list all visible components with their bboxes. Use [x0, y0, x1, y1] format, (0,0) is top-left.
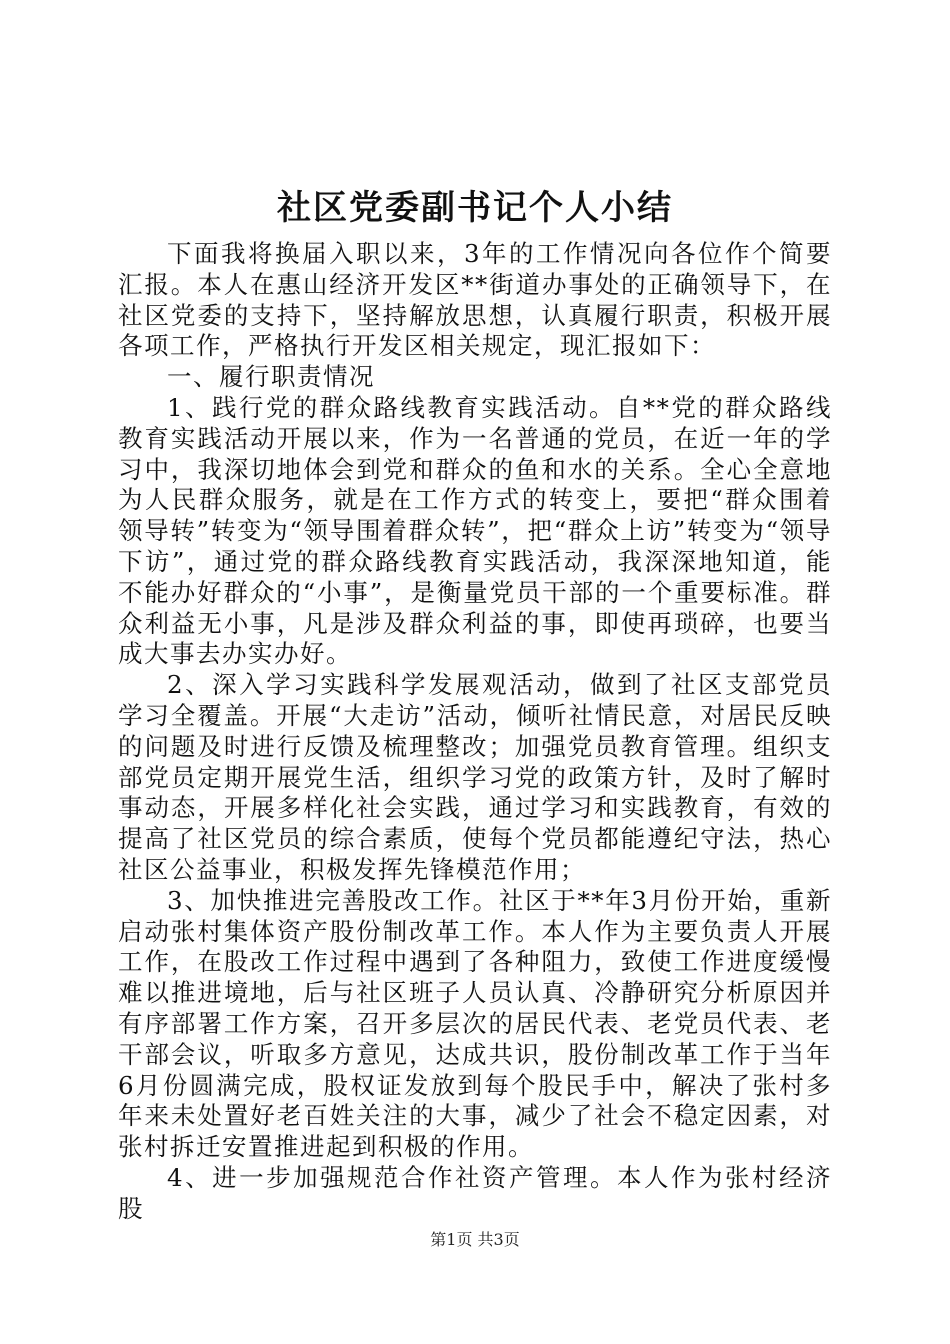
section-heading: 一、履行职责情况 — [167, 362, 375, 392]
document-title: 社区党委副书记个人小结 — [277, 188, 673, 228]
paragraph-item-4: 4、进一步加强规范合作社资产管理。本人作为张村经济股 — [118, 1162, 832, 1223]
intro-paragraph: 下面我将换届入职以来，3年的工作情况向各位作个简要汇报。本人在惠山经济开发区**街道办事处的正确领导下，在社区党委的支持下，坚持解放思想，认真履行职责，积极开展各项工作，严格执行开发区相关规定，现汇报如下： — [118, 239, 832, 361]
paragraph-item-2: 2、深入学习实践科学发展观活动，做到了社区支部党员学习全覆盖。开展“大走访”活动，倾听社情民意，对居民反映的问题及时进行反馈及梳理整改；加强党员教育管理。组织支部党员定期开展党生活，组织学习党的政策方针，及时了解时事动态，开展多样化社会实践，通过学习和实践教育，有效的提高了社区党员的综合素质，使每个党员都能遵纪守法，热心社区公益事业，积极发挥先锋模范作用； — [118, 670, 832, 884]
paragraph-item-3: 3、加快推进完善股改工作。社区于**年3月份开始，重新启动张村集体资产股份制改革工作。本人作为主要负责人开展工作，在股改工作过程中遇到了各种阻力，致使工作进度缓慢难以推进境地，后与社区班子人员认真、冷静研究分析原因并有序部署工作方案，召开多层次的居民代表、老党员代表、老干部会议，听取多方意见，达成共识，股份制改革工作于当年6月份圆满完成，股权证发放到每个股民手中，解决了张村多年来未处置好老百姓关注的大事，减少了社会不稳定因素，对张村拆迁安置推进起到积极的作用。 — [118, 885, 832, 1162]
document-body — [118, 239, 832, 1225]
page-number-footer: 第1页 共3页 — [430, 1230, 520, 1249]
paragraph-item-1: 1、践行党的群众路线教育实践活动。自**党的群众路线教育实践活动开展以来，作为一名普通的党员，在近一年的学习中，我深切地体会到党和群众的鱼和水的关系。全心全意地为人民群众服务，就是在工作方式的转变上，要把“群众围着领导转”转变为“领导围着群众转”，把“群众上访”转变为“领导下访”，通过党的群众路线教育实践活动，我深深地知道，能不能办好群众的“小事”，是衡量党员干部的一个重要标准。群众利益无小事，凡是涉及群众利益的事，即使再琐碎，也要当成大事去办实办好。 — [118, 392, 832, 669]
